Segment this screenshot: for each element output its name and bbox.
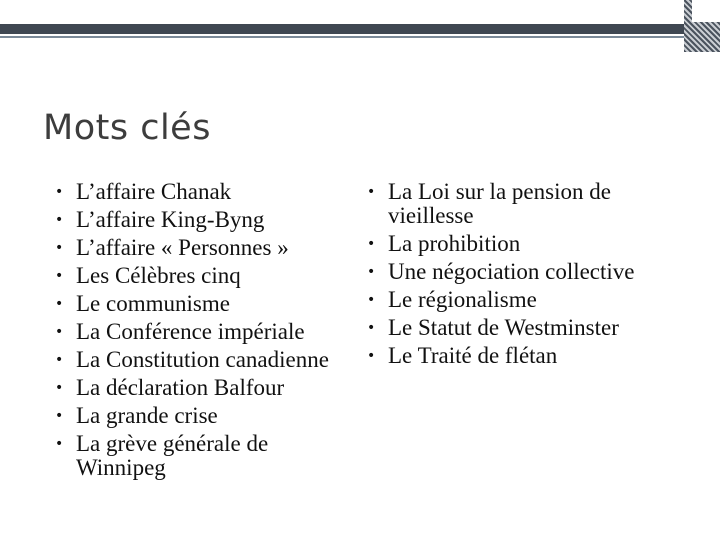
bullet-icon: • bbox=[55, 240, 64, 256]
bullet-icon: • bbox=[55, 324, 64, 340]
list-item-label: La grève générale de Winnipeg bbox=[76, 431, 269, 480]
slide-title: Mots clés bbox=[43, 108, 211, 148]
left-bullet-list bbox=[55, 178, 345, 482]
list-item bbox=[55, 402, 345, 430]
bullet-icon: • bbox=[55, 296, 64, 312]
right-bullet-list bbox=[367, 178, 687, 370]
list-item-label: La déclaration Balfour bbox=[76, 375, 285, 400]
list-item bbox=[367, 258, 687, 286]
list-item-label: La Loi sur la pension de vieillesse bbox=[388, 179, 611, 228]
bullet-icon: • bbox=[55, 184, 64, 200]
list-item-label: La prohibition bbox=[388, 231, 521, 256]
bullet-icon: • bbox=[55, 268, 64, 284]
list-item-label: L’affaire « Personnes » bbox=[76, 235, 289, 260]
list-item bbox=[55, 374, 345, 402]
bullet-icon: • bbox=[55, 380, 64, 396]
bullet-icon: • bbox=[367, 348, 376, 364]
list-item-label: Le régionalisme bbox=[388, 287, 537, 312]
header-bar-dark bbox=[0, 24, 684, 34]
bullet-icon: • bbox=[367, 264, 376, 280]
list-item bbox=[55, 430, 345, 482]
list-item-label: Le Traité de flétan bbox=[388, 343, 558, 368]
list-item-label: La Conférence impériale bbox=[76, 319, 305, 344]
bullet-icon: • bbox=[367, 320, 376, 336]
bullet-icon: • bbox=[55, 352, 64, 368]
list-item bbox=[55, 178, 345, 206]
list-item bbox=[367, 230, 687, 258]
list-item-label: La grande crise bbox=[76, 403, 218, 428]
bullet-icon: • bbox=[55, 212, 64, 228]
list-item-label: Les Célèbres cinq bbox=[76, 263, 241, 288]
list-item bbox=[55, 262, 345, 290]
list-item-label: L’affaire Chanak bbox=[76, 179, 232, 204]
bullet-icon: • bbox=[367, 184, 376, 200]
list-item bbox=[367, 286, 687, 314]
header-hatch-corner bbox=[692, 0, 720, 22]
list-item-label: Le communisme bbox=[76, 291, 230, 316]
list-item bbox=[55, 346, 345, 374]
list-item bbox=[367, 178, 687, 230]
list-item bbox=[55, 234, 345, 262]
list-item-label: La Constitution canadienne bbox=[76, 347, 329, 372]
bullet-icon: • bbox=[367, 292, 376, 308]
bullet-icon: • bbox=[55, 436, 64, 452]
list-item bbox=[367, 342, 687, 370]
list-item bbox=[55, 290, 345, 318]
list-item bbox=[367, 314, 687, 342]
list-item-label: Le Statut de Westminster bbox=[388, 315, 619, 340]
list-item bbox=[55, 318, 345, 346]
list-item-label: L’affaire King-Byng bbox=[76, 207, 265, 232]
header-bar-light bbox=[0, 36, 720, 38]
list-item bbox=[55, 206, 345, 234]
list-item-label: Une négociation collective bbox=[388, 259, 635, 284]
bullet-icon: • bbox=[367, 236, 376, 252]
bullet-icon: • bbox=[55, 408, 64, 424]
